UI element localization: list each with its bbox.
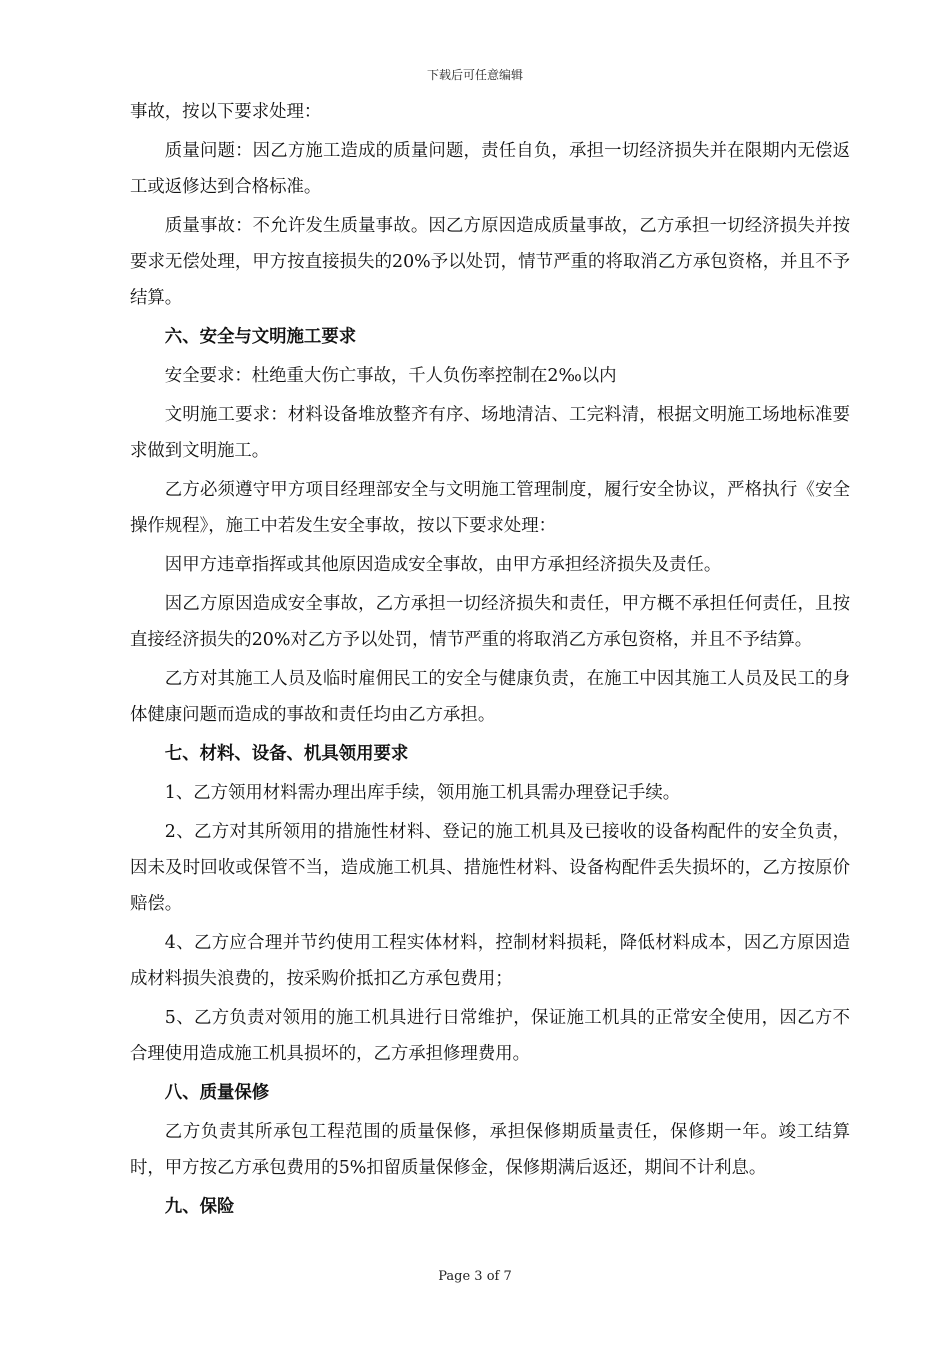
document-body: [130, 94, 850, 1225]
section-heading: 九、保险: [164, 1197, 235, 1217]
paragraph: 事故，按以下要求处理：: [130, 102, 322, 122]
page-footer: Page 3 of 7: [438, 1269, 512, 1284]
paragraph: 2、乙方对其所领用的措施性材料、登记的施工机具及已接收的设备构配件的安全负责，因未及时回收或保管不当，造成施工机具、措施性材料、设备构配件丢失损坏的，乙方按原价赔偿。: [130, 822, 850, 914]
paragraph: 文明施工要求：材料设备堆放整齐有序、场地清洁、工完料清，根据文明施工场地标准要求做到文明施工。: [130, 405, 850, 461]
paragraph: 因甲方违章指挥或其他原因造成安全事故，由甲方承担经济损失及责任。: [164, 555, 722, 575]
paragraph: 乙方负责其所承包工程范围的质量保修，承担保修期质量责任，保修期一年。竣工结算时，甲方按乙方承包费用的5%扣留质量保修金，保修期满后返还，期间不计利息。: [130, 1122, 850, 1178]
section-heading: 六、安全与文明施工要求: [164, 327, 357, 347]
section-heading: 七、材料、设备、机具领用要求: [164, 744, 409, 764]
paragraph: 质量问题：因乙方施工造成的质量问题，责任自负，承担一切经济损失并在限期内无偿返工或返修达到合格标准。: [130, 141, 850, 197]
paragraph: 1、乙方领用材料需办理出库手续，领用施工机具需办理登记手续。: [164, 783, 681, 803]
section-heading: 八、质量保修: [164, 1083, 270, 1103]
paragraph: 质量事故：不允许发生质量事故。因乙方原因造成质量事故，乙方承担一切经济损失并按要求无偿处理，甲方按直接损失的20%予以处罚，情节严重的将取消乙方承包资格，并且不予结算。: [130, 216, 850, 308]
paragraph: 因乙方原因造成安全事故，乙方承担一切经济损失和责任，甲方概不承担任何责任，且按直接经济损失的20%对乙方予以处罚，情节严重的将取消乙方承包资格，并且不予结算。: [130, 594, 850, 650]
paragraph: 乙方对其施工人员及临时雇佣民工的安全与健康负责，在施工中因其施工人员及民工的身体健康问题而造成的事故和责任均由乙方承担。: [130, 669, 850, 725]
paragraph: 4、乙方应合理并节约使用工程实体材料，控制材料损耗，降低材料成本，因乙方原因造成材料损失浪费的，按采购价抵扣乙方承包费用；: [130, 933, 850, 989]
paragraph: 安全要求：杜绝重大伤亡事故，千人负伤率控制在2‰以内: [164, 366, 617, 386]
page-header: 下载后可任意编辑: [426, 68, 523, 82]
paragraph: 乙方必须遵守甲方项目经理部安全与文明施工管理制度，履行安全协议，严格执行《安全操作规程》，施工中若发生安全事故，按以下要求处理：: [130, 480, 850, 536]
paragraph: 5、乙方负责对领用的施工机具进行日常维护，保证施工机具的正常安全使用，因乙方不合理使用造成施工机具损坏的，乙方承担修理费用。: [130, 1008, 850, 1064]
